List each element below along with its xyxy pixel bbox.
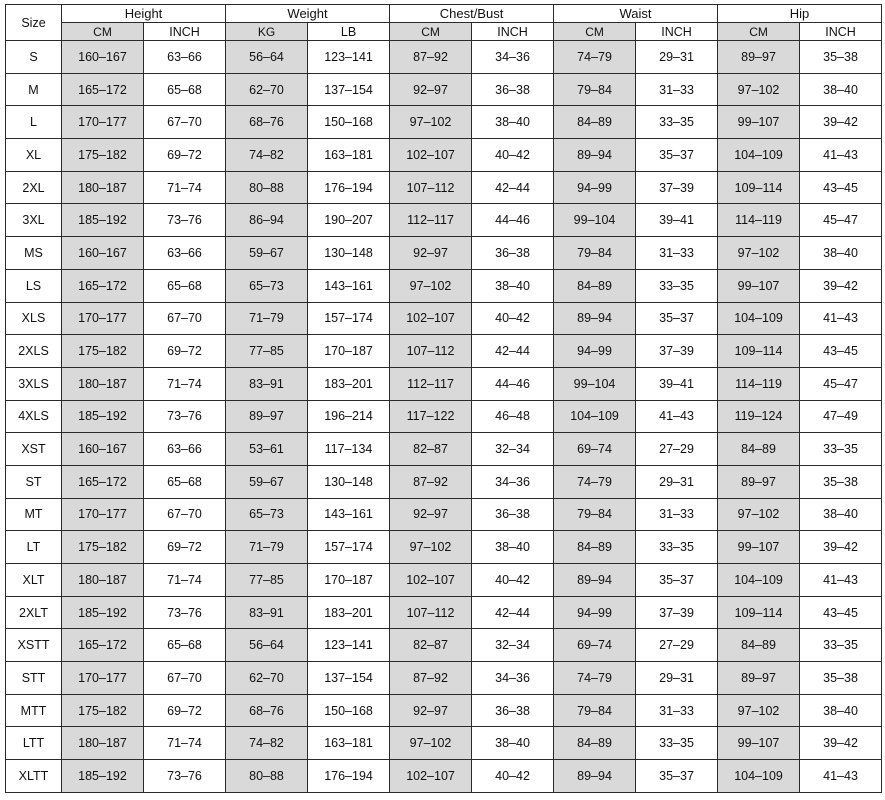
weight-lb-cell: 176–194 <box>308 760 390 793</box>
height-inch-cell: 63–66 <box>144 41 226 74</box>
hip-cm-cell: 114–119 <box>718 367 800 400</box>
chest-inch-cell: 32–34 <box>472 629 554 662</box>
weight-kg-cell: 71–79 <box>226 531 308 564</box>
size-chart-table <box>5 4 882 793</box>
weight-lb-cell: 150–168 <box>308 694 390 727</box>
hip-cm-cell: 109–114 <box>718 596 800 629</box>
hip-inch-cell: 41–43 <box>800 760 882 793</box>
table-row <box>6 694 882 727</box>
table-row <box>6 662 882 695</box>
chest-inch-cell: 44–46 <box>472 367 554 400</box>
unit-header-row <box>6 23 882 41</box>
table-row <box>6 596 882 629</box>
size-cell: 2XLS <box>6 335 62 368</box>
table-row <box>6 531 882 564</box>
hip-cm-cell: 84–89 <box>718 433 800 466</box>
waist-group-header: Waist <box>554 5 718 23</box>
hip-cm-cell: 119–124 <box>718 400 800 433</box>
table-row <box>6 367 882 400</box>
height-cm-cell: 175–182 <box>62 139 144 172</box>
table-row <box>6 73 882 106</box>
waist-cm-cell: 99–104 <box>554 204 636 237</box>
waist-cm-cell: 84–89 <box>554 531 636 564</box>
weight-lb-cell: 123–141 <box>308 41 390 74</box>
waist-inch-cell: 31–33 <box>636 73 718 106</box>
chest-inch-header: INCH <box>472 23 554 41</box>
chest-cm-cell: 107–112 <box>390 335 472 368</box>
hip-cm-cell: 114–119 <box>718 204 800 237</box>
waist-inch-cell: 31–33 <box>636 498 718 531</box>
hip-inch-cell: 35–38 <box>800 465 882 498</box>
waist-cm-cell: 94–99 <box>554 335 636 368</box>
table-row <box>6 302 882 335</box>
height-inch-cell: 73–76 <box>144 400 226 433</box>
weight-lb-cell: 196–214 <box>308 400 390 433</box>
chest-inch-cell: 42–44 <box>472 171 554 204</box>
size-cell: MTT <box>6 694 62 727</box>
chest-cm-header: CM <box>390 23 472 41</box>
size-cell: XL <box>6 139 62 172</box>
weight-kg-cell: 77–85 <box>226 564 308 597</box>
chest-inch-cell: 38–40 <box>472 531 554 564</box>
chest-bust-group-header: Chest/Bust <box>390 5 554 23</box>
height-inch-cell: 73–76 <box>144 596 226 629</box>
hip-cm-cell: 99–107 <box>718 269 800 302</box>
hip-cm-cell: 104–109 <box>718 302 800 335</box>
weight-lb-cell: 190–207 <box>308 204 390 237</box>
weight-lb-cell: 123–141 <box>308 629 390 662</box>
height-group-header: Height <box>62 5 226 23</box>
weight-kg-cell: 80–88 <box>226 171 308 204</box>
waist-inch-cell: 29–31 <box>636 662 718 695</box>
table-row <box>6 237 882 270</box>
waist-cm-cell: 89–94 <box>554 564 636 597</box>
size-cell: ST <box>6 465 62 498</box>
size-cell: 2XLT <box>6 596 62 629</box>
hip-cm-cell: 89–97 <box>718 41 800 74</box>
weight-kg-cell: 59–67 <box>226 465 308 498</box>
height-inch-cell: 69–72 <box>144 531 226 564</box>
size-cell: 3XLS <box>6 367 62 400</box>
chest-cm-cell: 97–102 <box>390 531 472 564</box>
weight-kg-cell: 77–85 <box>226 335 308 368</box>
chest-inch-cell: 40–42 <box>472 302 554 335</box>
table-row <box>6 465 882 498</box>
chest-inch-cell: 32–34 <box>472 433 554 466</box>
chest-inch-cell: 34–36 <box>472 41 554 74</box>
hip-cm-cell: 89–97 <box>718 465 800 498</box>
size-cell: XST <box>6 433 62 466</box>
chest-cm-cell: 102–107 <box>390 139 472 172</box>
table-row <box>6 400 882 433</box>
chest-cm-cell: 97–102 <box>390 106 472 139</box>
waist-cm-cell: 74–79 <box>554 41 636 74</box>
weight-lb-cell: 143–161 <box>308 498 390 531</box>
hip-inch-cell: 39–42 <box>800 106 882 139</box>
hip-cm-header: CM <box>718 23 800 41</box>
weight-kg-cell: 89–97 <box>226 400 308 433</box>
size-cell: XLS <box>6 302 62 335</box>
chest-inch-cell: 38–40 <box>472 727 554 760</box>
hip-inch-cell: 43–45 <box>800 335 882 368</box>
size-cell: MS <box>6 237 62 270</box>
weight-kg-cell: 59–67 <box>226 237 308 270</box>
height-cm-cell: 185–192 <box>62 400 144 433</box>
table-row <box>6 171 882 204</box>
height-inch-cell: 67–70 <box>144 302 226 335</box>
waist-cm-cell: 69–74 <box>554 433 636 466</box>
chest-cm-cell: 102–107 <box>390 302 472 335</box>
size-cell: STT <box>6 662 62 695</box>
waist-inch-cell: 35–37 <box>636 760 718 793</box>
hip-cm-cell: 97–102 <box>718 73 800 106</box>
hip-inch-cell: 43–45 <box>800 171 882 204</box>
waist-cm-cell: 74–79 <box>554 465 636 498</box>
waist-cm-header: CM <box>554 23 636 41</box>
height-cm-cell: 170–177 <box>62 106 144 139</box>
waist-cm-cell: 94–99 <box>554 171 636 204</box>
waist-cm-cell: 84–89 <box>554 727 636 760</box>
weight-lb-cell: 130–148 <box>308 465 390 498</box>
hip-cm-cell: 84–89 <box>718 629 800 662</box>
chest-cm-cell: 102–107 <box>390 564 472 597</box>
height-cm-cell: 185–192 <box>62 204 144 237</box>
hip-cm-cell: 104–109 <box>718 564 800 597</box>
chest-inch-cell: 40–42 <box>472 760 554 793</box>
chest-inch-cell: 36–38 <box>472 694 554 727</box>
chest-inch-cell: 36–38 <box>472 498 554 531</box>
weight-lb-cell: 170–187 <box>308 335 390 368</box>
waist-inch-cell: 33–35 <box>636 727 718 760</box>
weight-lb-cell: 170–187 <box>308 564 390 597</box>
size-cell: 2XL <box>6 171 62 204</box>
hip-inch-cell: 43–45 <box>800 596 882 629</box>
waist-inch-cell: 39–41 <box>636 204 718 237</box>
height-cm-cell: 170–177 <box>62 302 144 335</box>
chest-cm-cell: 102–107 <box>390 760 472 793</box>
table-row <box>6 498 882 531</box>
chest-inch-cell: 42–44 <box>472 335 554 368</box>
table-row <box>6 335 882 368</box>
hip-cm-cell: 104–109 <box>718 139 800 172</box>
weight-lb-cell: 137–154 <box>308 73 390 106</box>
weight-kg-header: KG <box>226 23 308 41</box>
hip-inch-cell: 33–35 <box>800 433 882 466</box>
chest-inch-cell: 36–38 <box>472 73 554 106</box>
waist-inch-cell: 33–35 <box>636 531 718 564</box>
chest-cm-cell: 87–92 <box>390 465 472 498</box>
table-row <box>6 139 882 172</box>
size-cell: XLTT <box>6 760 62 793</box>
hip-inch-cell: 39–42 <box>800 727 882 760</box>
table-row <box>6 760 882 793</box>
waist-cm-cell: 94–99 <box>554 596 636 629</box>
weight-kg-cell: 62–70 <box>226 73 308 106</box>
height-inch-cell: 71–74 <box>144 727 226 760</box>
hip-inch-cell: 38–40 <box>800 498 882 531</box>
hip-inch-cell: 35–38 <box>800 41 882 74</box>
hip-inch-cell: 38–40 <box>800 237 882 270</box>
hip-cm-cell: 99–107 <box>718 727 800 760</box>
hip-cm-cell: 97–102 <box>718 694 800 727</box>
weight-lb-header: LB <box>308 23 390 41</box>
hip-inch-cell: 38–40 <box>800 73 882 106</box>
waist-cm-cell: 79–84 <box>554 73 636 106</box>
height-inch-cell: 65–68 <box>144 73 226 106</box>
hip-inch-header: INCH <box>800 23 882 41</box>
weight-kg-cell: 65–73 <box>226 498 308 531</box>
hip-inch-cell: 38–40 <box>800 694 882 727</box>
waist-cm-cell: 69–74 <box>554 629 636 662</box>
size-cell: L <box>6 106 62 139</box>
chest-inch-cell: 36–38 <box>472 237 554 270</box>
waist-inch-cell: 41–43 <box>636 400 718 433</box>
chest-cm-cell: 92–97 <box>390 73 472 106</box>
weight-lb-cell: 176–194 <box>308 171 390 204</box>
size-column-header: Size <box>6 5 62 41</box>
waist-cm-cell: 89–94 <box>554 302 636 335</box>
table-row <box>6 629 882 662</box>
height-inch-cell: 67–70 <box>144 662 226 695</box>
size-cell: 3XL <box>6 204 62 237</box>
waist-inch-cell: 27–29 <box>636 629 718 662</box>
hip-cm-cell: 104–109 <box>718 760 800 793</box>
hip-inch-cell: 39–42 <box>800 531 882 564</box>
height-inch-cell: 69–72 <box>144 335 226 368</box>
chest-inch-cell: 40–42 <box>472 564 554 597</box>
height-cm-cell: 170–177 <box>62 498 144 531</box>
waist-cm-cell: 74–79 <box>554 662 636 695</box>
height-cm-cell: 160–167 <box>62 41 144 74</box>
weight-kg-cell: 74–82 <box>226 139 308 172</box>
hip-inch-cell: 39–42 <box>800 269 882 302</box>
waist-inch-cell: 31–33 <box>636 694 718 727</box>
chest-inch-cell: 34–36 <box>472 662 554 695</box>
size-cell: LS <box>6 269 62 302</box>
waist-cm-cell: 79–84 <box>554 237 636 270</box>
chest-cm-cell: 82–87 <box>390 433 472 466</box>
height-cm-cell: 165–172 <box>62 269 144 302</box>
waist-cm-cell: 99–104 <box>554 367 636 400</box>
chest-cm-cell: 97–102 <box>390 269 472 302</box>
hip-cm-cell: 99–107 <box>718 531 800 564</box>
weight-lb-cell: 117–134 <box>308 433 390 466</box>
weight-lb-cell: 150–168 <box>308 106 390 139</box>
chest-cm-cell: 97–102 <box>390 727 472 760</box>
height-cm-cell: 175–182 <box>62 531 144 564</box>
height-cm-cell: 175–182 <box>62 335 144 368</box>
weight-lb-cell: 163–181 <box>308 139 390 172</box>
waist-cm-cell: 79–84 <box>554 694 636 727</box>
height-inch-header: INCH <box>144 23 226 41</box>
weight-lb-cell: 157–174 <box>308 531 390 564</box>
size-cell: 4XLS <box>6 400 62 433</box>
table-row <box>6 204 882 237</box>
height-inch-cell: 71–74 <box>144 171 226 204</box>
chest-inch-cell: 40–42 <box>472 139 554 172</box>
hip-inch-cell: 45–47 <box>800 204 882 237</box>
height-inch-cell: 63–66 <box>144 433 226 466</box>
size-cell: S <box>6 41 62 74</box>
hip-cm-cell: 99–107 <box>718 106 800 139</box>
chest-cm-cell: 92–97 <box>390 237 472 270</box>
weight-lb-cell: 137–154 <box>308 662 390 695</box>
height-inch-cell: 71–74 <box>144 564 226 597</box>
height-inch-cell: 73–76 <box>144 760 226 793</box>
height-cm-cell: 175–182 <box>62 694 144 727</box>
height-inch-cell: 67–70 <box>144 106 226 139</box>
weight-kg-cell: 86–94 <box>226 204 308 237</box>
waist-inch-cell: 39–41 <box>636 367 718 400</box>
weight-kg-cell: 62–70 <box>226 662 308 695</box>
hip-cm-cell: 109–114 <box>718 335 800 368</box>
height-inch-cell: 65–68 <box>144 629 226 662</box>
height-cm-cell: 185–192 <box>62 760 144 793</box>
chest-cm-cell: 107–112 <box>390 596 472 629</box>
weight-kg-cell: 74–82 <box>226 727 308 760</box>
height-inch-cell: 63–66 <box>144 237 226 270</box>
waist-cm-cell: 84–89 <box>554 269 636 302</box>
chest-cm-cell: 82–87 <box>390 629 472 662</box>
height-cm-cell: 180–187 <box>62 564 144 597</box>
chest-inch-cell: 44–46 <box>472 204 554 237</box>
chest-cm-cell: 112–117 <box>390 204 472 237</box>
weight-lb-cell: 143–161 <box>308 269 390 302</box>
waist-inch-header: INCH <box>636 23 718 41</box>
height-inch-cell: 71–74 <box>144 367 226 400</box>
waist-inch-cell: 35–37 <box>636 139 718 172</box>
size-cell: MT <box>6 498 62 531</box>
height-cm-cell: 160–167 <box>62 433 144 466</box>
waist-inch-cell: 37–39 <box>636 335 718 368</box>
weight-kg-cell: 80–88 <box>226 760 308 793</box>
height-cm-cell: 180–187 <box>62 171 144 204</box>
height-inch-cell: 65–68 <box>144 465 226 498</box>
size-cell: XSTT <box>6 629 62 662</box>
height-cm-header: CM <box>62 23 144 41</box>
table-row <box>6 727 882 760</box>
height-cm-cell: 185–192 <box>62 596 144 629</box>
hip-inch-cell: 41–43 <box>800 564 882 597</box>
waist-inch-cell: 37–39 <box>636 171 718 204</box>
chest-inch-cell: 46–48 <box>472 400 554 433</box>
weight-kg-cell: 68–76 <box>226 694 308 727</box>
waist-cm-cell: 89–94 <box>554 760 636 793</box>
table-row <box>6 106 882 139</box>
weight-lb-cell: 157–174 <box>308 302 390 335</box>
height-cm-cell: 170–177 <box>62 662 144 695</box>
table-row <box>6 564 882 597</box>
height-cm-cell: 165–172 <box>62 73 144 106</box>
chest-inch-cell: 34–36 <box>472 465 554 498</box>
size-cell: M <box>6 73 62 106</box>
waist-cm-cell: 104–109 <box>554 400 636 433</box>
size-cell: LT <box>6 531 62 564</box>
chest-cm-cell: 92–97 <box>390 498 472 531</box>
waist-cm-cell: 89–94 <box>554 139 636 172</box>
table-row <box>6 269 882 302</box>
waist-inch-cell: 35–37 <box>636 564 718 597</box>
size-cell: LTT <box>6 727 62 760</box>
size-cell: XLT <box>6 564 62 597</box>
weight-lb-cell: 163–181 <box>308 727 390 760</box>
table-row <box>6 41 882 74</box>
waist-cm-cell: 79–84 <box>554 498 636 531</box>
weight-kg-cell: 56–64 <box>226 629 308 662</box>
height-inch-cell: 73–76 <box>144 204 226 237</box>
hip-cm-cell: 109–114 <box>718 171 800 204</box>
height-inch-cell: 69–72 <box>144 694 226 727</box>
weight-kg-cell: 68–76 <box>226 106 308 139</box>
hip-cm-cell: 97–102 <box>718 498 800 531</box>
hip-inch-cell: 35–38 <box>800 662 882 695</box>
waist-inch-cell: 33–35 <box>636 106 718 139</box>
weight-kg-cell: 56–64 <box>226 41 308 74</box>
table-header <box>6 5 882 41</box>
height-inch-cell: 65–68 <box>144 269 226 302</box>
hip-inch-cell: 41–43 <box>800 139 882 172</box>
chest-cm-cell: 107–112 <box>390 171 472 204</box>
waist-inch-cell: 29–31 <box>636 41 718 74</box>
table-row <box>6 433 882 466</box>
hip-group-header: Hip <box>718 5 882 23</box>
hip-inch-cell: 41–43 <box>800 302 882 335</box>
waist-inch-cell: 27–29 <box>636 433 718 466</box>
waist-inch-cell: 37–39 <box>636 596 718 629</box>
chest-cm-cell: 87–92 <box>390 41 472 74</box>
weight-kg-cell: 83–91 <box>226 367 308 400</box>
waist-inch-cell: 31–33 <box>636 237 718 270</box>
hip-inch-cell: 47–49 <box>800 400 882 433</box>
chest-cm-cell: 92–97 <box>390 694 472 727</box>
hip-inch-cell: 33–35 <box>800 629 882 662</box>
waist-inch-cell: 33–35 <box>636 269 718 302</box>
chest-inch-cell: 38–40 <box>472 106 554 139</box>
weight-group-header: Weight <box>226 5 390 23</box>
height-cm-cell: 180–187 <box>62 727 144 760</box>
height-cm-cell: 160–167 <box>62 237 144 270</box>
height-inch-cell: 69–72 <box>144 139 226 172</box>
weight-kg-cell: 71–79 <box>226 302 308 335</box>
height-cm-cell: 165–172 <box>62 465 144 498</box>
hip-cm-cell: 89–97 <box>718 662 800 695</box>
weight-lb-cell: 183–201 <box>308 367 390 400</box>
waist-inch-cell: 35–37 <box>636 302 718 335</box>
hip-cm-cell: 97–102 <box>718 237 800 270</box>
weight-lb-cell: 130–148 <box>308 237 390 270</box>
chest-cm-cell: 112–117 <box>390 367 472 400</box>
table-body <box>6 41 882 793</box>
weight-kg-cell: 65–73 <box>226 269 308 302</box>
chest-cm-cell: 117–122 <box>390 400 472 433</box>
group-header-row <box>6 5 882 23</box>
hip-inch-cell: 45–47 <box>800 367 882 400</box>
chest-inch-cell: 42–44 <box>472 596 554 629</box>
weight-lb-cell: 183–201 <box>308 596 390 629</box>
waist-cm-cell: 84–89 <box>554 106 636 139</box>
weight-kg-cell: 53–61 <box>226 433 308 466</box>
chest-inch-cell: 38–40 <box>472 269 554 302</box>
height-inch-cell: 67–70 <box>144 498 226 531</box>
weight-kg-cell: 83–91 <box>226 596 308 629</box>
chest-cm-cell: 87–92 <box>390 662 472 695</box>
waist-inch-cell: 29–31 <box>636 465 718 498</box>
height-cm-cell: 165–172 <box>62 629 144 662</box>
height-cm-cell: 180–187 <box>62 367 144 400</box>
